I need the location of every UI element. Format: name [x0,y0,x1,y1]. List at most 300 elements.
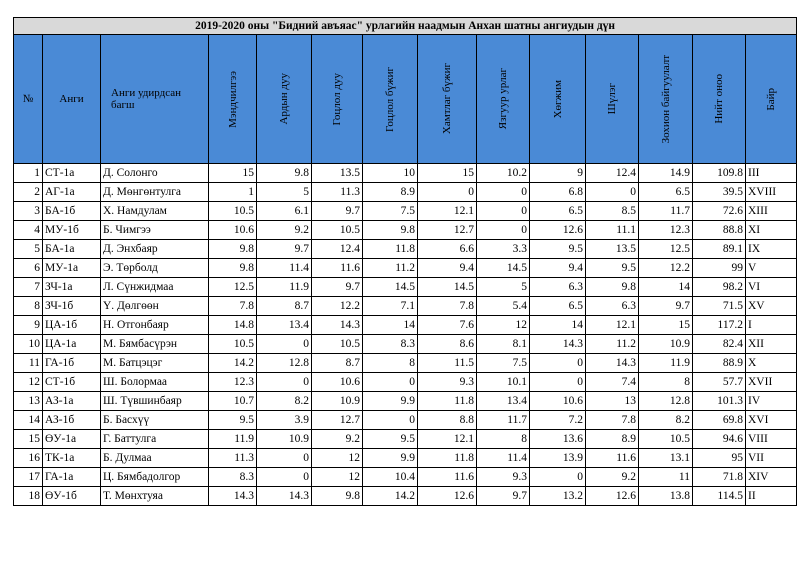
cell-total: 98.2 [693,278,746,297]
cell-score: 9.8 [257,164,312,183]
cell-score: 13.5 [586,240,639,259]
cell-score: 0 [586,183,639,202]
header-subject-9-label: Зохион байгуулалт [659,54,672,144]
cell-score: 14.3 [209,487,257,506]
cell-total: 71.8 [693,468,746,487]
cell-class: ТК-1а [43,449,101,468]
cell-score: 8 [363,354,418,373]
cell-score: 12.7 [418,221,477,240]
table-row [14,316,797,335]
cell-score: 9.2 [257,221,312,240]
cell-score: 7.5 [363,202,418,221]
cell-score: 10.9 [639,335,693,354]
cell-score: 9.5 [363,430,418,449]
cell-no: 5 [14,240,43,259]
cell-score: 11.6 [312,259,363,278]
cell-score: 14.2 [363,487,418,506]
table-row [14,278,797,297]
cell-score: 11.1 [586,221,639,240]
cell-teacher: Д. Мөнгөнтулга [101,183,209,202]
cell-class: БА-1б [43,202,101,221]
cell-score: 10.5 [209,335,257,354]
cell-score: 0 [257,449,312,468]
cell-rank: V [746,259,797,278]
cell-score: 13.4 [477,392,530,411]
cell-score: 11.7 [477,411,530,430]
cell-score: 12.1 [418,202,477,221]
cell-score: 11.6 [418,468,477,487]
cell-score: 9.2 [586,468,639,487]
cell-score: 8.9 [363,183,418,202]
cell-score: 0 [257,373,312,392]
cell-score: 14.3 [257,487,312,506]
header-subject-6-label: Язгуур урлаг [497,68,509,130]
cell-teacher: Ц. Бямбадолгор [101,468,209,487]
cell-score: 12.3 [639,221,693,240]
cell-score: 13.5 [312,164,363,183]
cell-score: 12.4 [586,164,639,183]
cell-score: 9.8 [312,487,363,506]
cell-no: 6 [14,259,43,278]
cell-total: 88.8 [693,221,746,240]
cell-score: 12 [312,468,363,487]
cell-score: 9.7 [312,202,363,221]
cell-score: 10.2 [477,164,530,183]
cell-teacher: Д. Солонго [101,164,209,183]
cell-total: 72.6 [693,202,746,221]
cell-score: 11.9 [257,278,312,297]
cell-score: 6.8 [530,183,586,202]
header-teacher-label: Анги удирдсан багш [111,87,182,111]
cell-score: 12.1 [418,430,477,449]
cell-score: 0 [363,373,418,392]
cell-total: 88.9 [693,354,746,373]
cell-score: 12.8 [639,392,693,411]
table-row [14,259,797,278]
cell-rank: VIII [746,430,797,449]
cell-score: 12.5 [639,240,693,259]
cell-rank: XVII [746,373,797,392]
cell-score: 9.4 [418,259,477,278]
cell-score: 8.2 [257,392,312,411]
cell-no: 16 [14,449,43,468]
cell-score: 9.7 [639,297,693,316]
table-row [14,297,797,316]
cell-score: 0 [477,183,530,202]
table-body [14,164,797,506]
cell-no: 14 [14,411,43,430]
cell-no: 13 [14,392,43,411]
cell-score: 0 [257,335,312,354]
cell-total: 71.5 [693,297,746,316]
header-subject-7-label: Хөгжим [551,79,564,119]
cell-score: 7.5 [477,354,530,373]
cell-score: 12.6 [530,221,586,240]
cell-score: 10 [363,164,418,183]
cell-score: 12.6 [418,487,477,506]
header-subject-4 [363,35,418,164]
cell-score: 12.3 [209,373,257,392]
cell-score: 14.5 [477,259,530,278]
cell-score: 9.5 [586,259,639,278]
cell-score: 11.4 [257,259,312,278]
cell-score: 6.5 [639,183,693,202]
cell-score: 7.4 [586,373,639,392]
cell-score: 11.5 [418,354,477,373]
cell-score: 8.9 [586,430,639,449]
cell-rank: VII [746,449,797,468]
cell-score: 12 [312,449,363,468]
cell-class: ЦА-1а [43,335,101,354]
cell-score: 8.8 [418,411,477,430]
cell-class: ӨУ-1б [43,487,101,506]
header-class: Анги [43,35,101,164]
cell-total: 69.8 [693,411,746,430]
cell-score: 8.3 [209,468,257,487]
header-teacher [101,35,209,164]
cell-no: 12 [14,373,43,392]
table-row [14,183,797,202]
cell-teacher: Э. Төрболд [101,259,209,278]
cell-class: ӨУ-1а [43,430,101,449]
cell-class: АЗ-1а [43,392,101,411]
cell-score: 11.8 [363,240,418,259]
cell-score: 10.5 [639,430,693,449]
cell-score: 11.4 [477,449,530,468]
cell-score: 7.8 [209,297,257,316]
cell-score: 10.1 [477,373,530,392]
cell-score: 0 [363,411,418,430]
cell-score: 9.5 [530,240,586,259]
cell-score: 0 [477,221,530,240]
cell-score: 12.5 [209,278,257,297]
cell-score: 12.4 [312,240,363,259]
table-row [14,487,797,506]
cell-rank: X [746,354,797,373]
cell-score: 10.6 [530,392,586,411]
cell-score: 5.4 [477,297,530,316]
cell-total: 82.4 [693,335,746,354]
cell-score: 13.2 [530,487,586,506]
cell-score: 11.8 [418,392,477,411]
cell-score: 14 [639,278,693,297]
cell-score: 14.3 [586,354,639,373]
header-subject-2-label: Ардын дуу [278,73,290,125]
cell-score: 8.7 [257,297,312,316]
cell-score: 10.7 [209,392,257,411]
header-rank [746,35,797,164]
cell-no: 8 [14,297,43,316]
cell-score: 14 [363,316,418,335]
cell-score: 13.8 [639,487,693,506]
cell-total: 109.8 [693,164,746,183]
cell-score: 12.6 [586,487,639,506]
cell-score: 9.7 [257,240,312,259]
cell-score: 13 [586,392,639,411]
cell-score: 6.3 [586,297,639,316]
cell-class: СТ-1а [43,164,101,183]
cell-class: СТ-1б [43,373,101,392]
table-row [14,430,797,449]
cell-rank: XV [746,297,797,316]
cell-class: МУ-1б [43,221,101,240]
cell-rank: IX [746,240,797,259]
cell-score: 9.3 [477,468,530,487]
header-subject-3-label: Гоцлол дуу [331,72,343,126]
header-subject-2 [257,35,312,164]
cell-score: 7.8 [418,297,477,316]
cell-score: 11.3 [209,449,257,468]
table-row [14,240,797,259]
cell-score: 9.9 [363,449,418,468]
cell-score: 6.5 [530,297,586,316]
cell-class: БА-1а [43,240,101,259]
cell-score: 9.8 [363,221,418,240]
cell-total: 39.5 [693,183,746,202]
header-rank-label: Байр [765,87,778,111]
cell-no: 7 [14,278,43,297]
cell-score: 9.8 [586,278,639,297]
table-row [14,449,797,468]
cell-no: 2 [14,183,43,202]
cell-total: 101.3 [693,392,746,411]
table-row [14,354,797,373]
cell-score: 6.5 [530,202,586,221]
cell-score: 13.9 [530,449,586,468]
table-row [14,392,797,411]
header-subject-4-label: Гоцлол бүжиг [384,66,396,132]
table-row [14,335,797,354]
cell-score: 11.9 [209,430,257,449]
cell-no: 4 [14,221,43,240]
cell-score: 0 [257,468,312,487]
cell-no: 18 [14,487,43,506]
cell-score: 10.4 [363,468,418,487]
cell-score: 11 [639,468,693,487]
cell-class: ЦА-1б [43,316,101,335]
cell-score: 0 [530,373,586,392]
cell-no: 17 [14,468,43,487]
cell-score: 9 [530,164,586,183]
cell-score: 10.5 [312,335,363,354]
header-row [14,35,797,164]
cell-score: 11.8 [418,449,477,468]
cell-score: 10.6 [209,221,257,240]
cell-score: 6.6 [418,240,477,259]
cell-score: 13.1 [639,449,693,468]
cell-score: 9.9 [363,392,418,411]
cell-no: 10 [14,335,43,354]
cell-score: 12.8 [257,354,312,373]
cell-teacher: Н. Отгонбаяр [101,316,209,335]
cell-teacher: Б. Чимгээ [101,221,209,240]
cell-score: 0 [418,183,477,202]
cell-score: 15 [418,164,477,183]
cell-score: 9.5 [209,411,257,430]
header-total [693,35,746,164]
cell-total: 114.5 [693,487,746,506]
header-no: № [14,35,43,164]
cell-score: 0 [530,354,586,373]
cell-total: 117.2 [693,316,746,335]
cell-rank: XI [746,221,797,240]
cell-rank: IV [746,392,797,411]
cell-no: 15 [14,430,43,449]
cell-score: 6.1 [257,202,312,221]
cell-score: 8.7 [312,354,363,373]
header-subject-5 [418,35,477,164]
cell-rank: VI [746,278,797,297]
results-table [13,17,797,506]
cell-score: 3.3 [477,240,530,259]
cell-score: 12.7 [312,411,363,430]
cell-score: 12 [477,316,530,335]
cell-score: 14.5 [363,278,418,297]
cell-score: 1 [209,183,257,202]
cell-score: 7.2 [530,411,586,430]
cell-score: 9.8 [209,259,257,278]
cell-class: МУ-1а [43,259,101,278]
cell-teacher: Ш. Түвшинбаяр [101,392,209,411]
cell-score: 14.9 [639,164,693,183]
cell-score: 9.3 [418,373,477,392]
cell-total: 95 [693,449,746,468]
header-subject-5-label: Хамтлаг бүжиг [441,63,453,135]
cell-score: 8 [639,373,693,392]
cell-score: 10.9 [257,430,312,449]
table-row [14,411,797,430]
cell-score: 14.2 [209,354,257,373]
table-row [14,221,797,240]
cell-score: 11.6 [586,449,639,468]
cell-score: 7.6 [418,316,477,335]
cell-score: 8.1 [477,335,530,354]
cell-score: 10.5 [209,202,257,221]
header-subject-7 [530,35,586,164]
cell-no: 3 [14,202,43,221]
cell-teacher: Ш. Болормаа [101,373,209,392]
cell-class: ЗЧ-1б [43,297,101,316]
cell-score: 8.5 [586,202,639,221]
cell-score: 9.8 [209,240,257,259]
header-subject-1 [209,35,257,164]
table-row [14,468,797,487]
cell-score: 15 [209,164,257,183]
cell-rank: III [746,164,797,183]
cell-score: 0 [477,202,530,221]
table-row [14,373,797,392]
cell-teacher: Д. Энхбаяр [101,240,209,259]
table-title: 2019-2020 оны "Бидний авъяас" урлагийн наадмын Анхан шатны ангиудын дүн [14,18,797,35]
cell-score: 14.8 [209,316,257,335]
cell-teacher: М. Батцэцэг [101,354,209,373]
cell-score: 14 [530,316,586,335]
cell-no: 9 [14,316,43,335]
cell-rank: XII [746,335,797,354]
cell-score: 14.3 [312,316,363,335]
cell-score: 11.7 [639,202,693,221]
cell-teacher: Л. Сүнжидмаа [101,278,209,297]
cell-teacher: Х. Намдулам [101,202,209,221]
cell-rank: I [746,316,797,335]
cell-score: 13.4 [257,316,312,335]
cell-score: 0 [530,468,586,487]
header-subject-8-label: Шүлэг [606,83,618,115]
cell-class: АЗ-1б [43,411,101,430]
cell-score: 12.2 [312,297,363,316]
cell-rank: XVIII [746,183,797,202]
cell-score: 7.8 [586,411,639,430]
cell-score: 9.2 [312,430,363,449]
cell-score: 11.2 [363,259,418,278]
cell-score: 8.3 [363,335,418,354]
header-subject-1-label: Мэндчилгээ [226,70,239,128]
cell-score: 11.3 [312,183,363,202]
cell-rank: II [746,487,797,506]
header-total-label: Нийт оноо [713,74,725,124]
table-row [14,202,797,221]
cell-no: 11 [14,354,43,373]
cell-class: ГА-1а [43,468,101,487]
cell-teacher: Т. Мөнхтуяа [101,487,209,506]
cell-score: 12.1 [586,316,639,335]
cell-score: 8 [477,430,530,449]
cell-rank: XIV [746,468,797,487]
cell-score: 11.9 [639,354,693,373]
cell-teacher: Ү. Дөлгөөн [101,297,209,316]
cell-score: 10.6 [312,373,363,392]
header-subject-8 [586,35,639,164]
cell-score: 7.1 [363,297,418,316]
cell-score: 9.4 [530,259,586,278]
cell-score: 12.2 [639,259,693,278]
cell-score: 13.6 [530,430,586,449]
table-row [14,164,797,183]
cell-teacher: М. Бямбасүрэн [101,335,209,354]
cell-score: 10.9 [312,392,363,411]
cell-total: 94.6 [693,430,746,449]
cell-score: 10.5 [312,221,363,240]
cell-score: 15 [639,316,693,335]
cell-score: 3.9 [257,411,312,430]
cell-class: ЗЧ-1а [43,278,101,297]
cell-teacher: Б. Дулмаа [101,449,209,468]
cell-teacher: Г. Баттулга [101,430,209,449]
cell-no: 1 [14,164,43,183]
cell-score: 14.3 [530,335,586,354]
cell-score: 8.2 [639,411,693,430]
cell-teacher: Б. Басхүү [101,411,209,430]
cell-score: 11.2 [586,335,639,354]
header-subject-3 [312,35,363,164]
cell-score: 9.7 [312,278,363,297]
header-subject-9 [639,35,693,164]
cell-score: 9.7 [477,487,530,506]
cell-score: 14.5 [418,278,477,297]
cell-total: 99 [693,259,746,278]
cell-score: 6.3 [530,278,586,297]
cell-total: 89.1 [693,240,746,259]
cell-total: 57.7 [693,373,746,392]
cell-score: 5 [257,183,312,202]
cell-rank: XIII [746,202,797,221]
cell-class: ГА-1б [43,354,101,373]
cell-class: АГ-1а [43,183,101,202]
cell-score: 5 [477,278,530,297]
cell-score: 8.6 [418,335,477,354]
header-subject-6 [477,35,530,164]
cell-rank: XVI [746,411,797,430]
